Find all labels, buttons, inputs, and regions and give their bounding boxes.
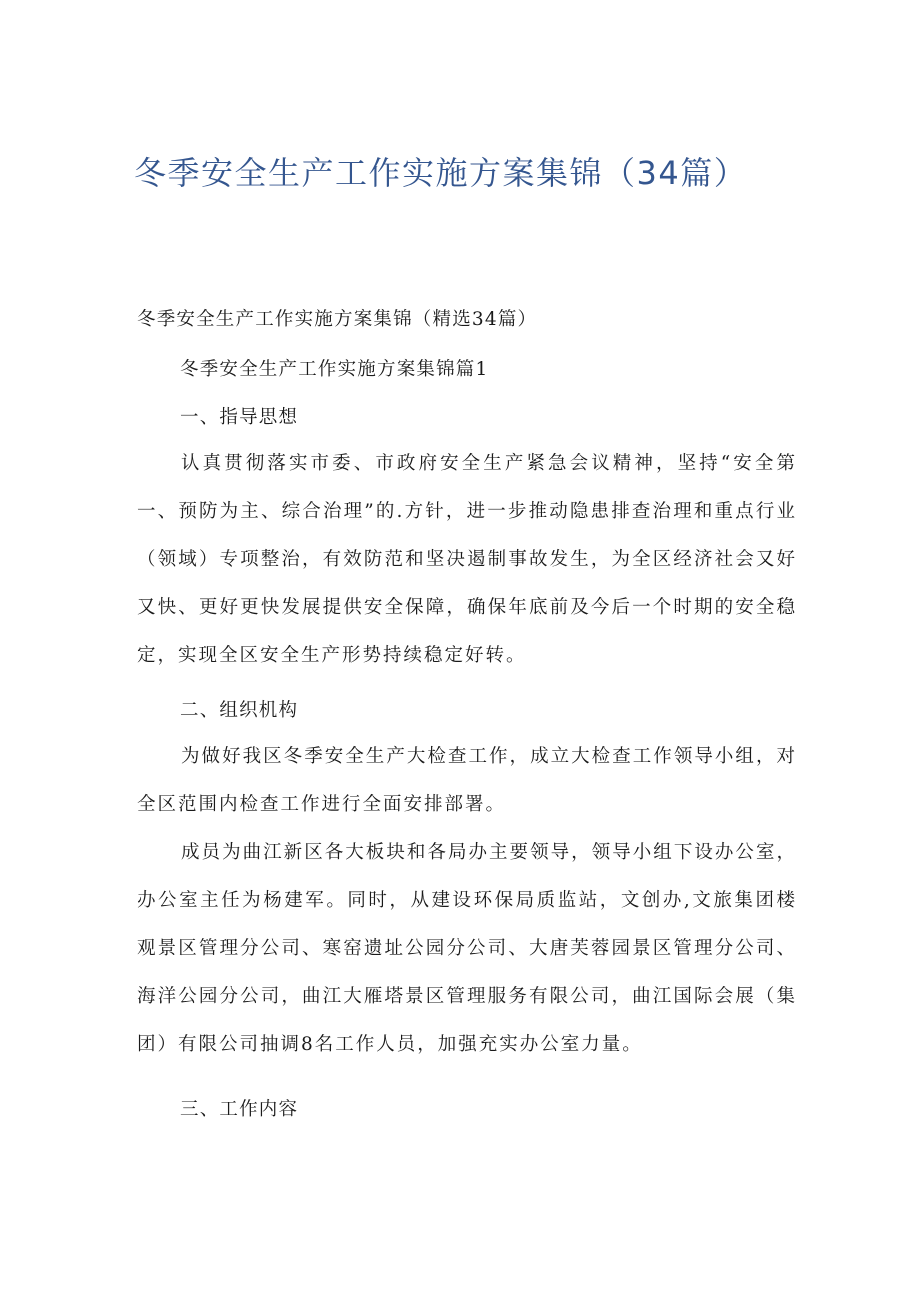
paragraph-organization-2: 成员为曲江新区各大板块和各局办主要领导，领导小组下设办公室，办公室主任为杨建军。同时，从建设环保局质监站，文创办,文旅集团楼观景区管理分公司、寒窑遗址公园分公司、大唐芙蓉园景区管理分公司、海洋公园分公司，曲江大雁塔景区管理服务有限公司，曲江国际会展（集团）有限公司抽调8名工作人员，加强充实办公室力量。 — [137, 842, 797, 1055]
section-heading-3: 三、工作内容 — [180, 1099, 299, 1120]
paragraph-organization-1: 为做好我区冬季安全生产大检查工作，成立大检查工作领导小组，对全区范围内检查工作进行全面安排部署。 — [137, 746, 797, 815]
document-title: 冬季安全生产工作实施方案集锦（34篇） — [134, 154, 748, 192]
section-heading-1: 一、指导思想 — [180, 407, 299, 428]
document-subtitle: 冬季安全生产工作实施方案集锦（精选34篇） — [137, 309, 538, 330]
section-heading-2: 二、组织机构 — [180, 700, 299, 721]
piece-heading: 冬季安全生产工作实施方案集锦篇1 — [180, 359, 489, 380]
paragraph-guiding-ideology: 认真贯彻落实市委、市政府安全生产紧急会议精神，坚持“安全第一、预防为主、综合治理”的.方针，进一步推动隐患排查治理和重点行业（领域）专项整治，有效防范和坚决遏制事故发生，为全区经济社会又好又快、更好更快发展提供安全保障，确保年底前及今后一个时期的安全稳定，实现全区安全生产形势持续稳定好转。 — [137, 453, 797, 666]
